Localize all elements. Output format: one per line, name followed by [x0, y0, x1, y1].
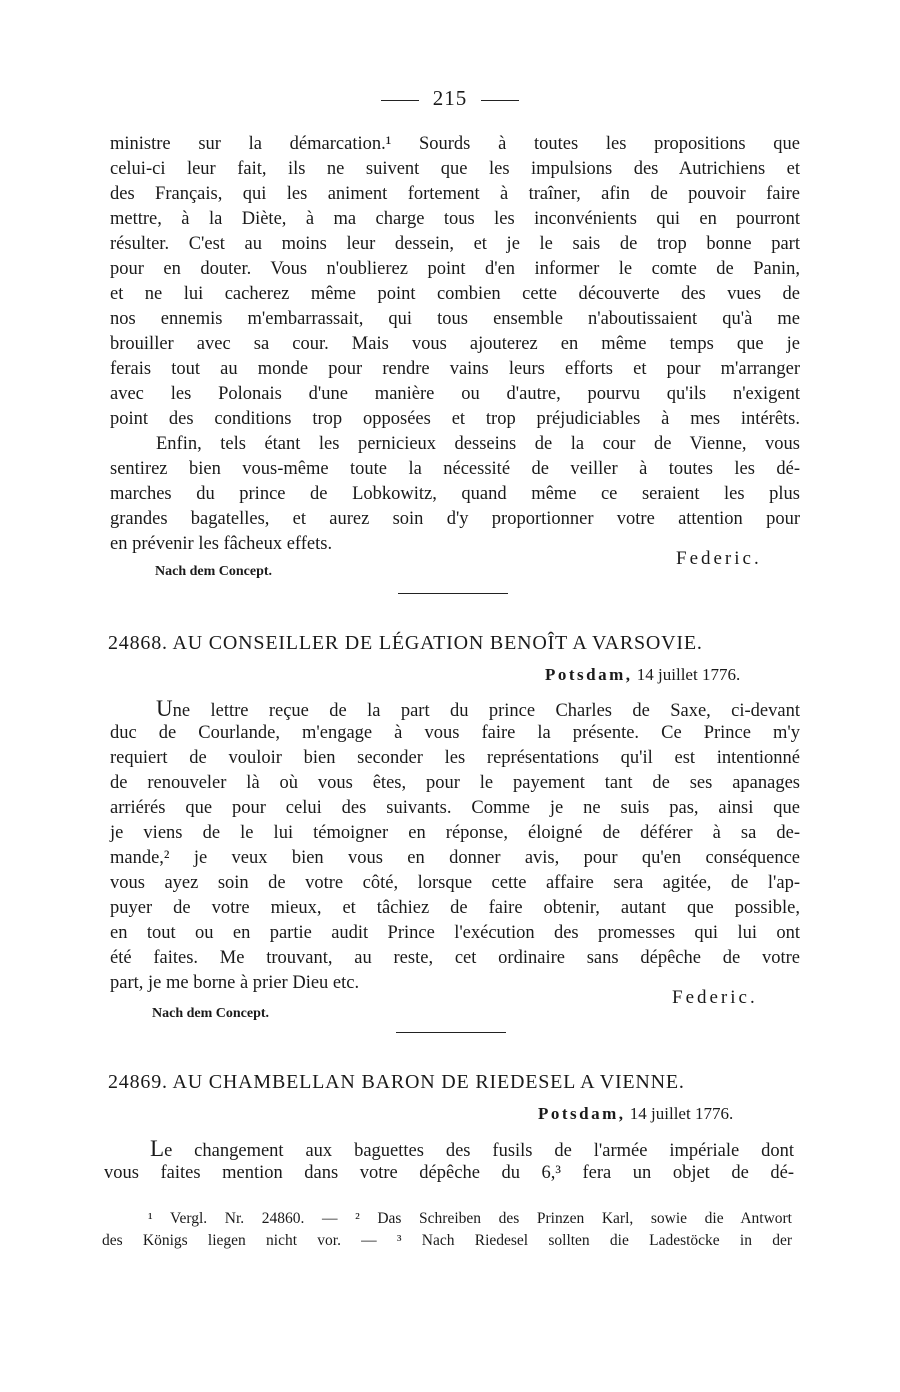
text-line: des Français, qui les animent fortement à traîner, afin de pouvoir faire: [110, 184, 800, 204]
letter2-body: [110, 696, 800, 996]
text-line: duc de Courlande, m'engage à vous faire la présente. Ce Prince m'y: [110, 723, 800, 743]
text-line: avec les Polonais d'une manière ou d'autre, pourvu qu'ils n'exigent: [110, 384, 800, 404]
section-divider: [398, 593, 508, 594]
header-rule-left: [381, 100, 419, 101]
dateline: [545, 665, 740, 685]
text-line: puyer de votre mieux, et tâchiez de faire obtenir, autant que possible,: [110, 898, 800, 918]
text-line: marches du prince de Lobkowitz, quand même ce seraient les plus: [110, 484, 800, 504]
text-line: en tout ou en partie audit Prince l'exécution des promesses qui lui ont: [110, 923, 800, 943]
text-line-content: ne lettre reçue de la part du prince Charles de Saxe, ci-devant: [172, 701, 800, 721]
text-line: requiert de vouloir bien seconder les représentations qu'il est intentionné: [110, 748, 800, 768]
dateline-date: 14 juillet 1776.: [636, 665, 741, 684]
text-line: part, je me borne à prier Dieu etc.: [110, 973, 360, 993]
text-line: vous ayez soin de votre côté, lorsque cette affaire sera agitée, de l'ap-: [110, 873, 800, 893]
text-line: [110, 696, 800, 721]
footnote-line: des Königs liegen nicht vor. — ³ Nach Riedesel sollten die Ladestöcke in der: [102, 1232, 792, 1249]
text-line: [104, 1136, 794, 1161]
text-line: brouiller avec sa cour. Mais vous ajouterez en même temps que je: [110, 334, 800, 354]
letter3-body: [104, 1136, 794, 1186]
text-line: sentirez bien vous-même toute la nécessité de veiller à toutes les dé-: [110, 459, 800, 479]
dateline-place: Potsdam,: [545, 665, 633, 684]
letter1-body: [110, 132, 800, 557]
signature: Federic.: [676, 548, 762, 569]
text-line: ministre sur la démarcation.¹ Sourds à toutes les propositions que: [110, 134, 800, 154]
header-rule-right: [481, 100, 519, 101]
text-line-content: e changement aux baguettes des fusils de l'armée impériale dont: [164, 1141, 794, 1161]
page-header: [0, 86, 900, 111]
text-line: été faites. Me trouvant, au reste, cet ordinaire sans dépêche de votre: [110, 948, 800, 968]
letter-heading: 24869. AU CHAMBELLAN BARON DE RIEDESEL A VIENNE.: [108, 1071, 685, 1093]
source-note: Nach dem Concept.: [155, 564, 273, 579]
text-line: point des conditions trop opposées et trop préjudiciables à mes intérêts.: [110, 409, 800, 429]
signature: Federic.: [672, 987, 758, 1008]
text-line: et ne lui cacherez même point combien cette découverte des vues de: [110, 284, 800, 304]
source-note: Nach dem Concept.: [152, 1006, 270, 1021]
text-line: grandes bagatelles, et aurez soin d'y proportionner votre attention pour: [110, 509, 800, 529]
text-line: pour en douter. Vous n'oublierez point d'en informer le comte de Panin,: [110, 259, 800, 279]
text-line: arriérés que pour celui des suivants. Comme je ne suis pas, ainsi que: [110, 798, 800, 818]
text-line: Enfin, tels étant les pernicieux desseins de la cour de Vienne, vous: [156, 434, 800, 454]
footnote-line: ¹ Vergl. Nr. 24860. — ² Das Schreiben des Prinzen Karl, sowie die Antwort: [148, 1210, 792, 1227]
text-line: vous faites mention dans votre dépêche du 6,³ fera un objet de dé-: [104, 1163, 794, 1183]
dateline: [538, 1104, 733, 1124]
text-line: mettre, à la Diète, à ma charge tous les inconvénients qui en pourront: [110, 209, 800, 229]
section-divider: [396, 1032, 506, 1033]
footnotes: [102, 1208, 792, 1252]
initial-letter: L: [150, 1136, 165, 1161]
text-line: résulter. C'est au moins leur dessein, et je le sais de trop bonne part: [110, 234, 800, 254]
letter-heading: 24868. AU CONSEILLER DE LÉGATION BENOÎT A VARSOVIE.: [108, 632, 703, 654]
text-line: je viens de le lui témoigner en réponse, éloigné de déférer à sa de-: [110, 823, 800, 843]
text-line: mande,² je veux bien vous en donner avis, pour qu'en conséquence: [110, 848, 800, 868]
text-line: nos ennemis m'embarrassait, qui tous ensemble n'aboutissaient qu'à me: [110, 309, 800, 329]
initial-letter: U: [156, 696, 173, 721]
text-line: ferais tout au monde pour rendre vains leurs efforts et pour m'arranger: [110, 359, 800, 379]
page-number: 215: [432, 86, 468, 110]
dateline-date: 14 juillet 1776.: [629, 1104, 734, 1123]
text-line: de renouveler là où vous êtes, pour le payement tant de ses apanages: [110, 773, 800, 793]
text-line: celui-ci leur fait, ils ne suivent que les impulsions des Autrichiens et: [110, 159, 800, 179]
text-line: en prévenir les fâcheux effets.: [110, 534, 333, 554]
dateline-place: Potsdam,: [538, 1104, 626, 1123]
